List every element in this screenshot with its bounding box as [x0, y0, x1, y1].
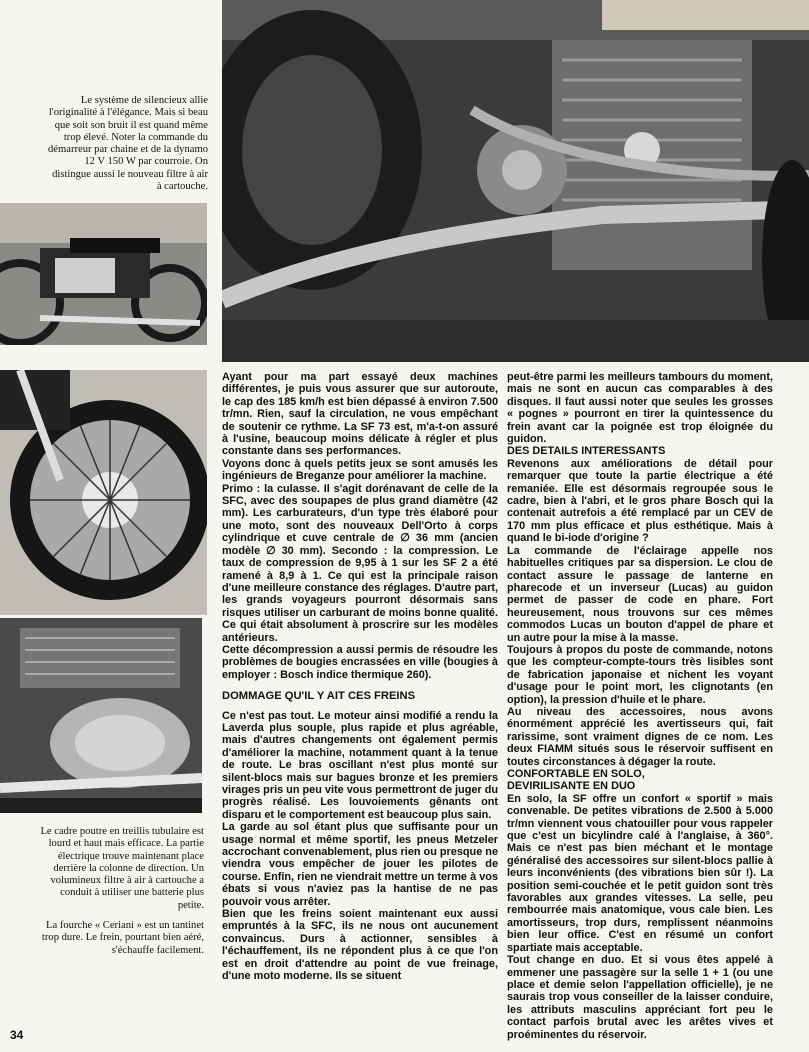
col1-paragraph-3: Primo : la culasse. Il s'agit dorénavant de celle de la SFC, avec des soupapes de plus grand diamètre (42 mm). Les carburateurs, d'un type très élaboré pour une moto, sont des nouveaux Dell'Orto à corps cylindrique et cuve centrale de ∅ 36 mm (ancien modèle ∅ 30 mm). Secondo : la compression. Le taux de compression de 9,95 à 1 sur les SF 2 a été ramené à 8,9 à 1. Ce qui est la principale raison d'une meilleure constance des réglages. D'autre part, les grands voyageurs pourront désormais sans risques utiliser un carburant de moins bonne qualité. Ce qui était absolument à proscrire sur les modèles antérieurs. [222, 482, 498, 644]
col1-paragraph-1: Ayant pour ma part essayé deux machines différentes, je puis vous assurer que sur autoroute, le cap des 185 km/h est bien dépassé à environ 7.500 tr/mn. Rien, sauf la circulation, ne vous empêchant de soutenir ce rythme. La SF 73 est, m'a-t-on assuré à l'usine, beaucoup moins délicate à régler et plus constante dans ses performances. [222, 371, 498, 458]
motorcycle-side-art [0, 203, 207, 345]
front-wheel-art [0, 370, 207, 615]
col1-paragraph-6: La garde au sol étant plus que suffisante pour un usage normal et même sportif, les pneus Metzeler accrochant convenablement, plus rien ou presque ne viendra vous empêcher de jouer les pilotes de course. Enfin, rien ne viendrait mettre un terme à vos ébats si vous n'aviez pas la hantise de ne pas pouvoir vous arrêter. [222, 821, 498, 908]
caption-top [48, 95, 208, 201]
col2-paragraph-2: Revenons aux améliorations de détail pour remarquer que toute la partie électrique a été remaniée. Elle est désormais regroupée sous le cadre, bien à l'abri, et le gros phare Bosch qui la contenait autrefois a été remplacé par un CEV de 170 mm plus efficace et plus esthétique. Mais à quand le bi-iode d'origine ? [507, 457, 773, 545]
section-heading-confort-1: CONFORTABLE EN SOLO, [507, 768, 645, 780]
engine-case-photo [0, 618, 202, 813]
col2-paragraph-7: Tout change en duo. Et si vous êtes appelé à emmener une passagère sur la selle 1 + 1 (ou une place et demie selon l'appellation officielle), je ne saurais trop vous conseiller de la laisser conduire, les attributs masculins appréciant fort peu le contact parfois brutal avec les arêtes vives et proéminentes du réservoir. [507, 954, 773, 1041]
front-wheel-photo [0, 370, 207, 615]
page-number: 34 [10, 1028, 24, 1042]
caption-top-text: Le système de silencieux allie l'originalité à l'élégance. Mais si beau que soit son bruit il est quand même trop élevé. Noter la commande du démarreur par chaine et de la dynamo 12 V 150 W par courroie. On distingue aussi le nouveau filtre à air à cartouche. [48, 95, 209, 193]
col1-paragraph-4: Cette décompression a aussi permis de résoudre les problèmes de bougies encrassées en ville (bougies à employer : Bosch indice thermique 260). [222, 643, 498, 681]
engine-photo-art [222, 0, 809, 362]
col2-paragraph-1: peut-être parmi les meilleurs tambours du moment, mais ne sont en aucun cas comparables à des disques. Il faut aussi noter que seules les grosses « pognes » pourront en tirer la quintessence du frein avant car la poignée est trop éloignée du guidon. [507, 371, 773, 446]
col2-paragraph-3: La commande de l'éclairage appelle nos habituelles critiques par sa dispersion. Le clou de contact assure le passage de lanterne en pharecode et un inverseur (Lucas) au guidon permet de passer de code en phare. Fort heureusement, nous trouvons sur ces mêmes commodos Lucas un bouton d'appel de phare et un autre pour la mise à la masse. [507, 544, 773, 644]
article-column-2 [507, 371, 773, 1041]
section-heading-details: DES DETAILS INTERESSANTS [507, 445, 666, 458]
article-column-1 [222, 371, 498, 983]
col1-paragraph-7: Bien que les freins soient maintenant eux aussi empruntés à la SFC, ils ne nous ont aucunement convaincus. Durs à actionner, sensibles à l'échauffement, ils ne répondent plus à ce que l'on est en droit d'attendre au point de vue freinage, d'une moto moderne. Ils se situent [222, 908, 498, 983]
col2-paragraph-4: Toujours à propos du poste de commande, notons que les compteur-compte-tours très lisibles sont de fabrication japonaise et nichent les voyant d'usage pour le point mort, les clignotants (en option), la pression d'huile et le phare. [507, 643, 773, 706]
caption-bottom [40, 826, 204, 965]
col2-paragraph-6: En solo, la SF offre un confort « sportif » mais convenable. De petites vibrations de 2.500 à 5.000 tr/mn viennent vous chatouiller pour vous rappeler que c'est un bicylindre calé à l'anglaise, à 360°. Mais ce n'est pas bien méchant et le montage généralisé des accessoires sur silent-blocs pallie à leurs inconvénients (des vibrations bien sûr !). La position semi-couchée et le petit guidon sont très favorables aux grandes vitesses. La selle, peu rembourrée mais anatomique, vous cale bien. Les amortisseurs, trop durs, remplissent néanmoins bien leur office. C'est en résumé un confort spartiate mais acceptable. [507, 792, 773, 954]
caption-bottom-text-2: La fourche « Ceriani » est un tantinet trop dure. Le frein, pourtant bien aéré, s'échauffe facilement. [41, 920, 204, 956]
section-heading-freins: DOMMAGE QU'IL Y AIT CES FREINS [222, 690, 416, 703]
caption-bottom-text-1: Le cadre poutre en treillis tubulaire est lourd et haut mais efficace. La partie électrique trouve maintenant place derrière la colonne de direction. Un volumineux filtre à air à cartouche a conduit à utiliser une batterie plus petite. [40, 826, 204, 911]
motorcycle-side-photo [0, 203, 207, 345]
col1-paragraph-5: Ce n'est pas tout. Le moteur ainsi modifié a rendu la Laverda plus souple, plus rapide et plus agréable, mais d'autres changements ont également permis d'améliorer la machine, notamment quant à la tenue de route. Le bras oscillant n'est plus monté sur silent-blocs mais sur bagues bronze et les premiers virages pris un peu vite vous permettront de juger du progrès réalisé. Les louvoiements gênants ont disparu et le comportement est beaucoup plus sain. [222, 709, 498, 821]
section-heading-confort-2: DEVIRILISANTE EN DUO [507, 780, 636, 793]
engine-photo [222, 0, 809, 362]
col2-paragraph-5: Au niveau des accessoires, nous avons énormément apprécié les avertisseurs qui, fait rarissime, sont vraiment dignes de ce nom. Les deux FIAMM situés sous le réservoir suffisent en toutes circonstances à dégager la route. [507, 705, 773, 768]
engine-case-art [0, 618, 202, 813]
col1-paragraph-2: Voyons donc à quels petits jeux se sont amusés les ingénieurs de Breganze pour améliorer la machine. [222, 457, 498, 483]
